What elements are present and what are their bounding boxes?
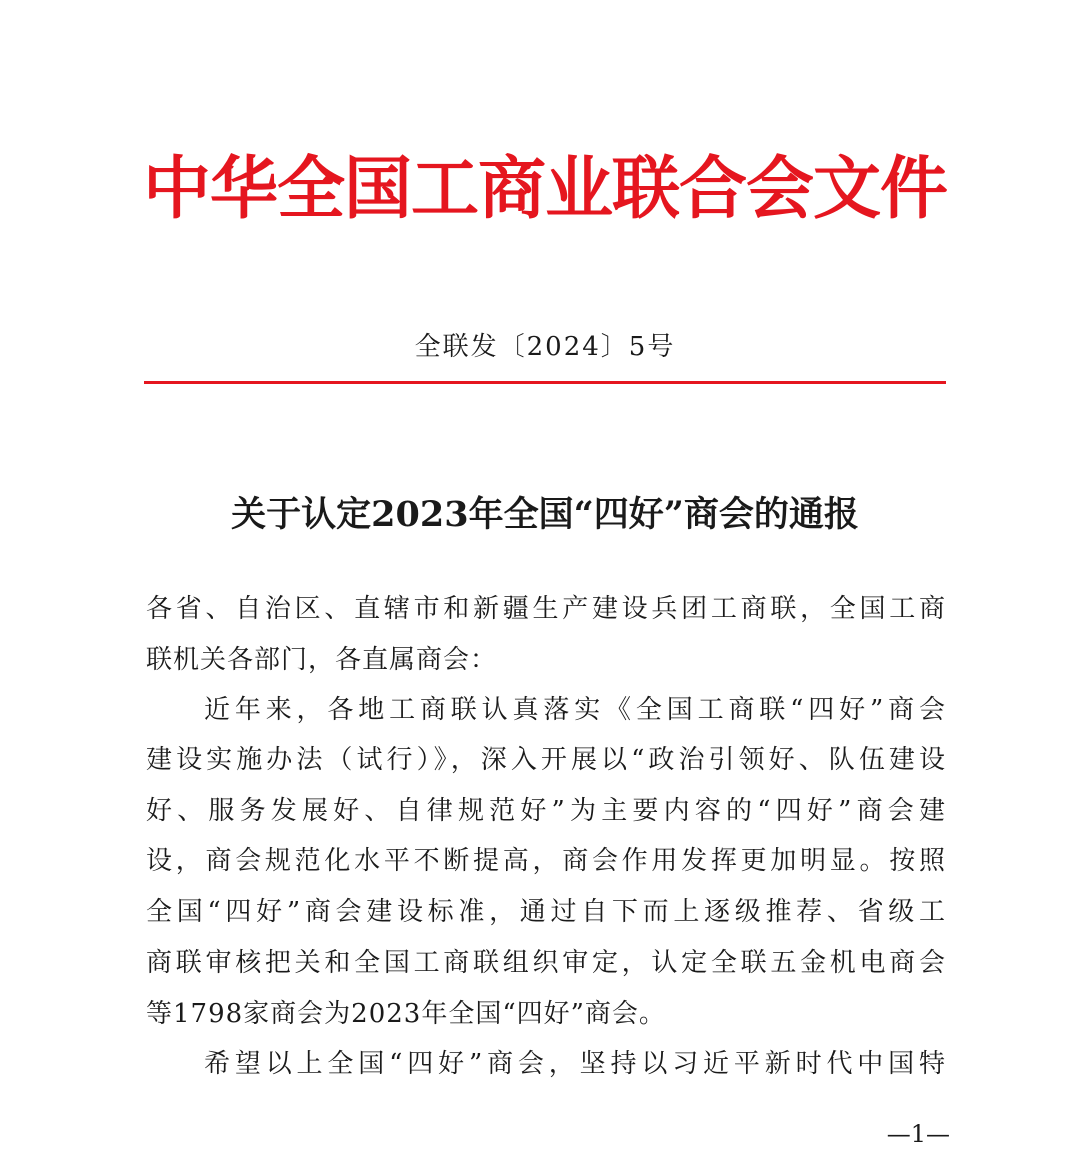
document-number: 全联发〔2024〕5号 [414, 332, 676, 362]
body-line-recipients-cont: 联机关各部门，各直属商会： [146, 645, 498, 675]
notice-title: 关于认定2023年全国“四好”商会的通报 [231, 494, 859, 535]
body-paragraph-line: 希望以上全国“四好”商会，坚持以习近平新时代中国特 [204, 1049, 946, 1079]
body-paragraph-line: 等1798家商会为2023年全国“四好”商会。 [146, 999, 666, 1029]
document-header-title: 中华全国工商业联合会文件 [142, 150, 947, 229]
body-paragraph-line: 好、服务发展好、自律规范好”为主要内容的“四好”商会建 [146, 796, 946, 826]
body-paragraph-line: 商联审核把关和全国工商联组织审定，认定全联五金机电商会 [146, 948, 946, 978]
body-line-recipients: 各省、自治区、直辖市和新疆生产建设兵团工商联，全国工商 [146, 594, 946, 624]
body-paragraph-line: 近年来，各地工商联认真落实《全国工商联“四好”商会 [204, 695, 946, 725]
body-paragraph-line: 建设实施办法（试行）》，深入开展以“政治引领好、队伍建设 [146, 745, 946, 775]
header-divider [144, 381, 946, 384]
body-paragraph-line: 设，商会规范化水平不断提高，商会作用发挥更加明显。按照 [146, 846, 946, 876]
page-number: —1— [886, 1120, 950, 1148]
body-paragraph-line: 全国“四好”商会建设标准，通过自下而上逐级推荐、省级工 [146, 897, 946, 927]
